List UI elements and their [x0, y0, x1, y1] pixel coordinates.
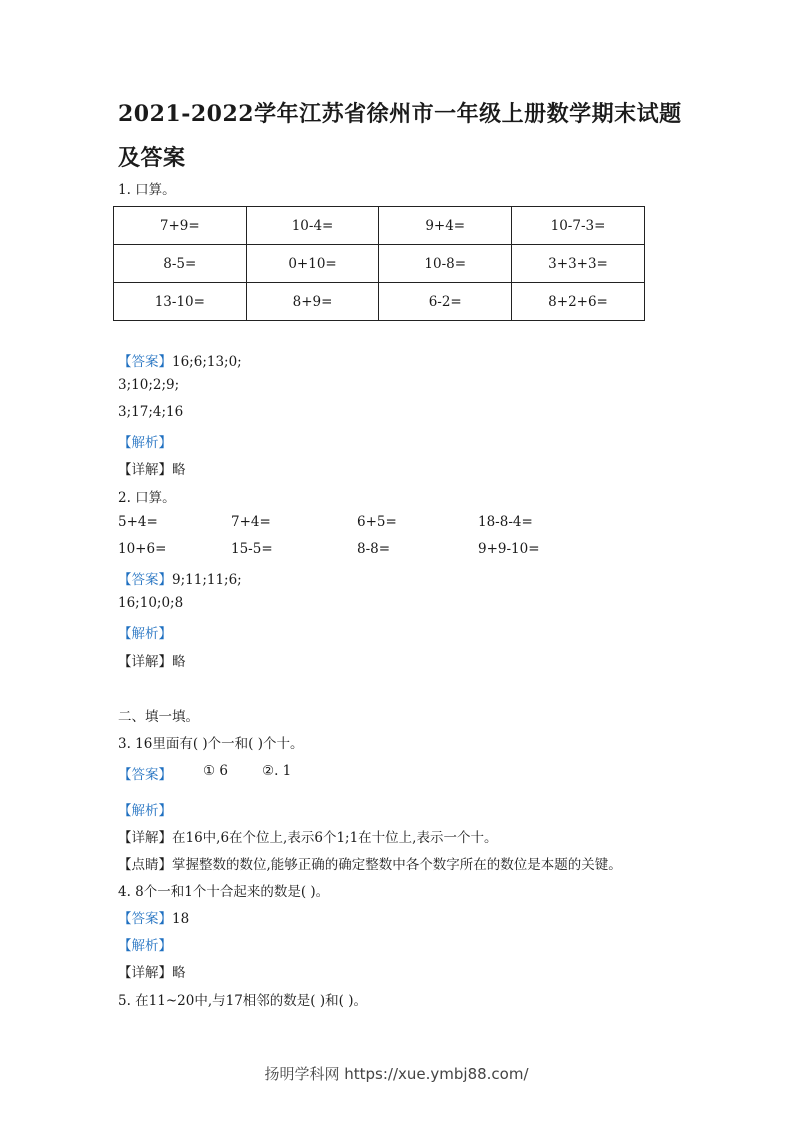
- table-row: [114, 207, 645, 245]
- question-2-label: 2. 口算。: [118, 490, 176, 506]
- table-cell: 10-8=: [379, 245, 512, 283]
- tip-tag: 【点睛】: [118, 857, 172, 873]
- question-1-label: 1. 口算。: [118, 182, 176, 198]
- question-3-tip: [118, 853, 622, 873]
- detail-tag: 【详解】: [118, 462, 172, 478]
- question-2-detail: [118, 650, 186, 670]
- question-1-table: [113, 206, 645, 321]
- question-3-detail: [118, 826, 497, 846]
- analysis-tag: 【解析】: [118, 626, 172, 642]
- table-cell: 0+10=: [246, 245, 379, 283]
- question-3-answer: [118, 763, 172, 783]
- table-cell: 3+3+3=: [512, 245, 645, 283]
- answer-blank-1: ① 6: [203, 763, 228, 779]
- detail-tag: 【详解】: [118, 965, 172, 981]
- calc-item: 15-5=: [231, 541, 273, 557]
- table-cell: 8-5=: [114, 245, 247, 283]
- detail-tag: 【详解】: [118, 654, 172, 670]
- calc-item: 7+4=: [231, 514, 271, 530]
- answer-line: 3;17;4;16: [118, 404, 184, 420]
- calc-item: 9+9-10=: [478, 541, 540, 557]
- section-heading: 二、填一填。: [118, 709, 199, 725]
- calc-item: 6+5=: [357, 514, 397, 530]
- calc-item: 18-8-4=: [478, 514, 533, 530]
- analysis-tag: 【解析】: [118, 938, 172, 954]
- table-row: [114, 245, 645, 283]
- table-cell: 8+9=: [246, 283, 379, 321]
- answer-tag: 【答案】: [118, 572, 172, 588]
- detail-text: 略: [172, 462, 186, 478]
- question-1-detail: [118, 458, 186, 478]
- answer-line: 3;10;2;9;: [118, 377, 180, 393]
- answer-text: 9;11;11;6;: [172, 572, 242, 588]
- answer-text: 16;6;13;0;: [172, 354, 242, 370]
- answer-line: 16;10;0;8: [118, 595, 184, 611]
- table-cell: 7+9=: [114, 207, 247, 245]
- question-4-detail: [118, 961, 186, 981]
- table-cell: 13-10=: [114, 283, 247, 321]
- question-2-answer: [118, 568, 242, 588]
- question-3-label: 3. 16里面有( )个一和( )个十。: [118, 736, 304, 752]
- question-1-answer: [118, 350, 242, 370]
- answer-tag: 【答案】: [118, 911, 172, 927]
- question-4-answer: [118, 907, 189, 927]
- table-row: [114, 283, 645, 321]
- detail-text: 在16中,6在个位上,表示6个1;1在十位上,表示一个十。: [172, 830, 498, 846]
- table-cell: 10-4=: [246, 207, 379, 245]
- calc-item: 10+6=: [118, 541, 167, 557]
- footer-watermark: 扬明学科网 https://xue.ymbj88.com/: [264, 1065, 529, 1083]
- detail-tag: 【详解】: [118, 830, 172, 846]
- calc-item: 8-8=: [357, 541, 391, 557]
- table-cell: 6-2=: [379, 283, 512, 321]
- question-4-label: 4. 8个一和1个十合起来的数是( )。: [118, 884, 330, 900]
- detail-text: 略: [172, 654, 186, 670]
- analysis-tag: 【解析】: [118, 803, 172, 819]
- answer-blank-2: ②. 1: [262, 763, 292, 779]
- page-title: 2021-2022学年江苏省徐州市一年级上册数学期末试题及答案: [118, 101, 682, 171]
- tip-text: 掌握整数的数位,能够正确的确定整数中各个数字所在的数位是本题的关键。: [172, 857, 622, 873]
- table-cell: 10-7-3=: [512, 207, 645, 245]
- answer-text: 18: [172, 911, 190, 927]
- table-cell: 9+4=: [379, 207, 512, 245]
- answer-tag: 【答案】: [118, 354, 172, 370]
- analysis-tag: 【解析】: [118, 435, 172, 451]
- calc-item: 5+4=: [118, 514, 158, 530]
- question-5-label: 5. 在11~20中,与17相邻的数是( )和( )。: [118, 993, 367, 1009]
- detail-text: 略: [172, 965, 186, 981]
- answer-tag: 【答案】: [118, 767, 172, 783]
- table-cell: 8+2+6=: [512, 283, 645, 321]
